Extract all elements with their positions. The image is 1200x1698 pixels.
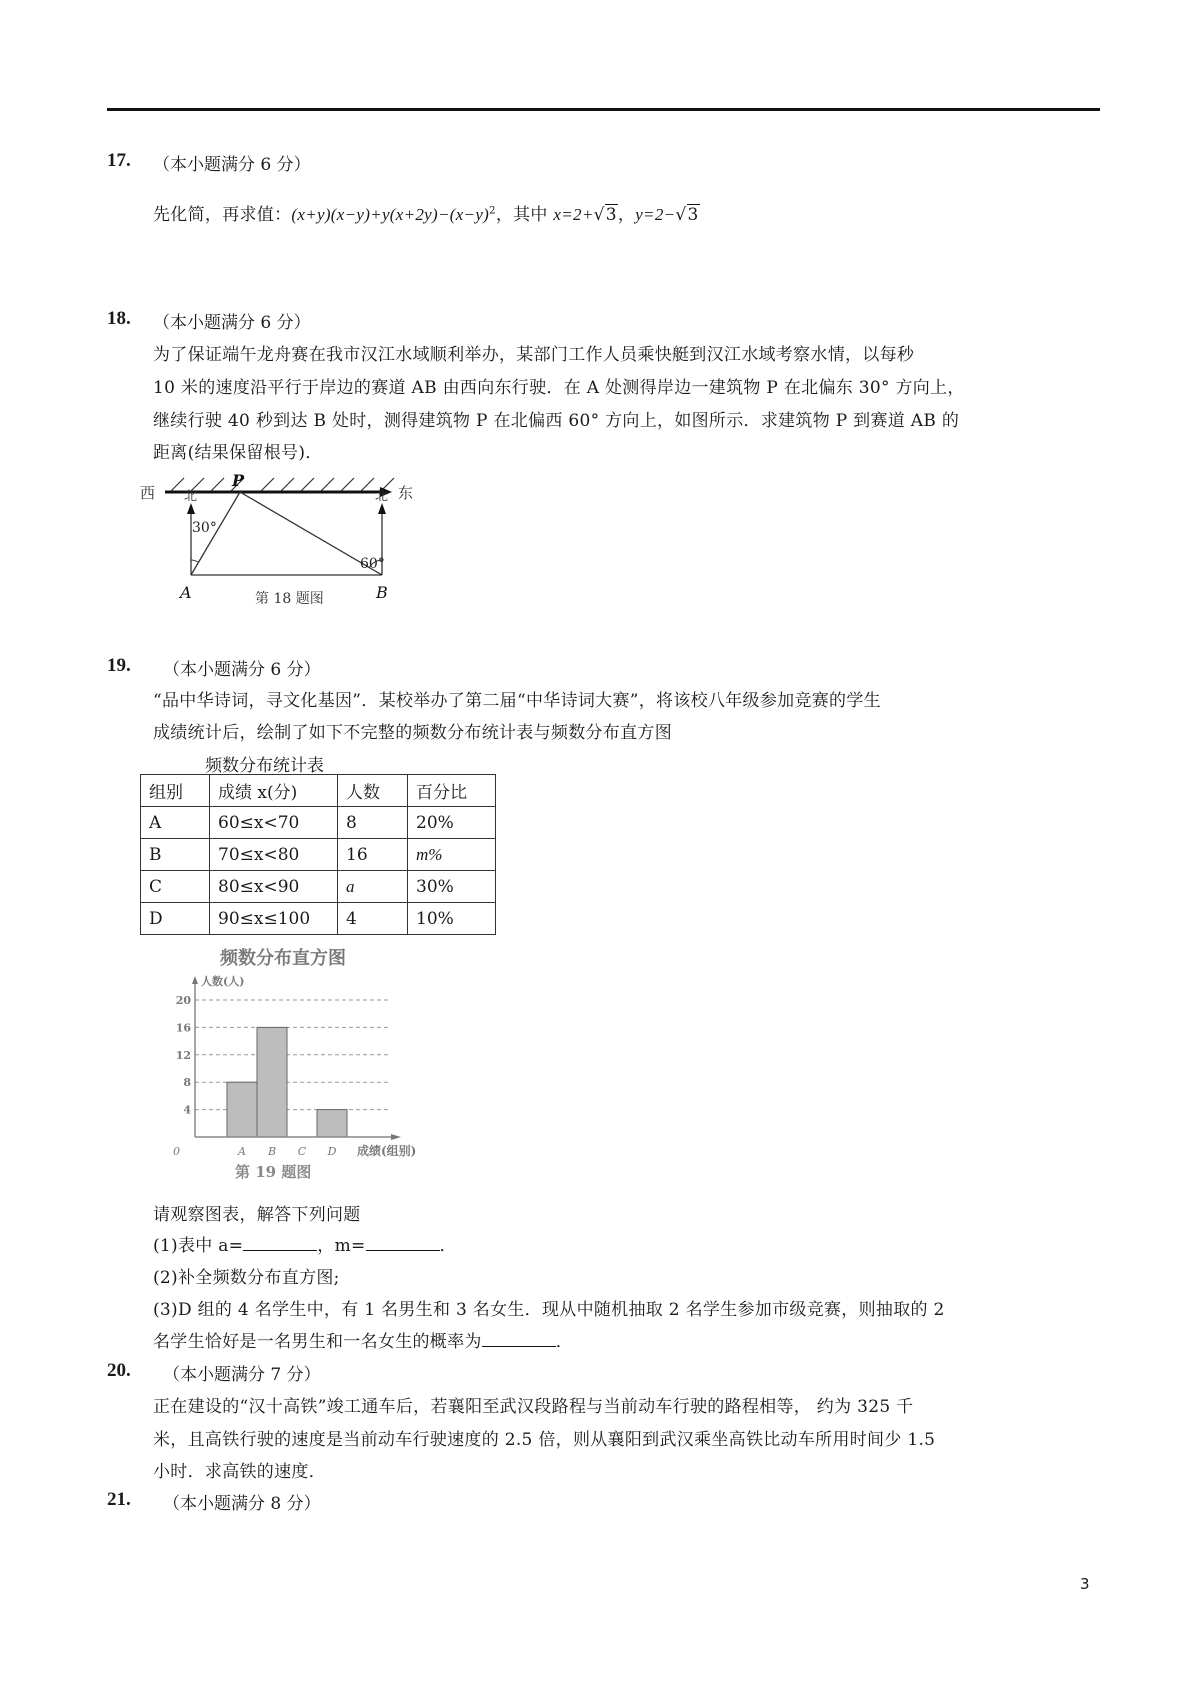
table-row [141, 871, 496, 903]
q19-sub3-text: 名学生恰好是一名男生和一名女生的概率为 [153, 1332, 482, 1352]
page-number: 3 [1080, 1575, 1090, 1593]
point-b-label: B [376, 583, 388, 602]
q17-cond: ，其中 [495, 205, 554, 225]
north-label-a: 北 [184, 489, 198, 504]
q20-number: 20. [107, 1360, 131, 1381]
table-row [141, 807, 496, 839]
point-a-label: A [180, 583, 192, 602]
table-cell: C [141, 871, 210, 903]
table-cell: 90≤x≤100 [210, 903, 338, 935]
y-tick-label: 12 [175, 1048, 191, 1062]
table-row [141, 839, 496, 871]
y-tick-label: 4 [183, 1103, 191, 1117]
table-cell: 4 [338, 903, 408, 935]
q17-score: （本小题满分 6 分） [153, 155, 311, 175]
q20-score: （本小题满分 7 分） [163, 1365, 321, 1385]
q17-y-value: y=2− [635, 205, 676, 224]
answer-blank-m[interactable] [366, 1234, 440, 1251]
angle-arc-a [191, 560, 198, 562]
answer-blank-a[interactable] [243, 1234, 317, 1251]
table-header: 成绩 x(分) [210, 775, 338, 807]
north-arrow-icon [378, 503, 386, 514]
q19-sub2: (2)补全频数分布直方图; [153, 1268, 340, 1288]
sqrt-icon: √3 [675, 205, 699, 225]
q19-number: 19. [107, 655, 131, 676]
table-cell: 8 [338, 807, 408, 839]
q18-number: 18. [107, 308, 131, 329]
q18-line: 继续行驶 40 秒到达 B 处时，测得建筑物 P 在北偏西 60° 方向上，如图所示．求建筑物 P 到赛道 AB 的 [153, 411, 960, 431]
q21-number: 21. [107, 1489, 131, 1510]
north-arrow-icon [187, 503, 195, 514]
angle-b-label: 60° [360, 556, 385, 572]
x-tick-label: A [238, 1145, 246, 1158]
answer-blank-probability[interactable] [482, 1330, 556, 1347]
q17-number: 17. [107, 150, 131, 171]
table-title: 频数分布统计表 [205, 756, 324, 776]
y-tick-label: 8 [183, 1076, 191, 1090]
table-row [141, 903, 496, 935]
y-tick-label: 16 [175, 1021, 191, 1035]
point-p-label: P [232, 471, 245, 490]
q17-exponent: 2 [489, 205, 496, 217]
q20-line: 小时．求高铁的速度． [153, 1462, 326, 1482]
q18-line: 为了保证端午龙舟赛在我市汉江水域顺利举办，某部门工作人员乘快艇到汉江水域考察水情，以每秒 [153, 345, 915, 365]
q18-line: 距离(结果保留根号)． [153, 443, 323, 463]
q19-sub1-m-label: ，m= [317, 1236, 366, 1256]
origin-label: 0 [173, 1145, 180, 1158]
q20-line: 米，且高铁行驶的速度是当前动车行驶速度的 2.5 倍，则从襄阳到武汉乘坐高铁比动车所用时间少 1.5 [153, 1430, 936, 1450]
q19-sub1 [153, 1231, 457, 1256]
shore-hatching [170, 478, 394, 492]
q18-line: 10 米的速度沿平行于岸边的赛道 AB 由西向东行驶．在 A 处测得岸边一建筑物 P 在北偏东 30° 方向上， [153, 378, 965, 398]
table-cell: m% [408, 839, 496, 871]
west-label: 西 [140, 484, 156, 502]
q17-sep: ， [617, 205, 636, 225]
table-cell: a [338, 871, 408, 903]
q21-score: （本小题满分 8 分） [163, 1494, 321, 1514]
q19-sub3-line2 [153, 1327, 573, 1352]
x-tick-label: C [297, 1145, 307, 1158]
figure-caption: 第 18 题图 [255, 591, 324, 607]
x-tick-label: D [327, 1145, 337, 1158]
table-cell: A [141, 807, 210, 839]
table-cell: B [141, 839, 210, 871]
x-axis-label: 成绩(组别) [357, 1144, 417, 1158]
q19-line: 成绩统计后，绘制了如下不完整的频数分布统计表与频数分布直方图 [153, 723, 672, 743]
table-cell: 80≤x<90 [210, 871, 338, 903]
q19-sub1-a-label: (1)表中 a= [153, 1236, 244, 1256]
east-label: 东 [398, 484, 414, 502]
bar-d [317, 1110, 347, 1137]
y-axis-label: 人数(人) [201, 975, 245, 988]
q18-figure [140, 470, 430, 615]
chart-caption: 第 19 题图 [235, 1163, 312, 1181]
x-tick-label: B [267, 1145, 277, 1158]
table-cell: 10% [408, 903, 496, 935]
table-cell: 70≤x<80 [210, 839, 338, 871]
sqrt-icon: √3 [593, 205, 617, 225]
q19-sub1-end: ． [439, 1236, 457, 1256]
q17-expression: (x+y)(x−y)+y(x+2y)−(x−y) [291, 205, 490, 224]
table-header: 人数 [338, 775, 408, 807]
q17-body [153, 200, 700, 225]
angle-a-label: 30° [192, 520, 217, 536]
y-tick-label: 20 [175, 994, 191, 1007]
north-label-b: 北 [375, 489, 389, 504]
table-header-row [141, 775, 496, 807]
table-header: 组别 [141, 775, 210, 807]
frequency-table [140, 774, 496, 935]
table-cell: 16 [338, 839, 408, 871]
y-axis-arrow-icon [192, 976, 198, 984]
x-axis-arrow-icon [391, 1134, 401, 1140]
histogram [165, 940, 445, 1185]
bar-b [257, 1027, 287, 1137]
table-cell: D [141, 903, 210, 935]
table-header: 百分比 [408, 775, 496, 807]
table-cell: 20% [408, 807, 496, 839]
q19-sub3-line1: (3)D 组的 4 名学生中，有 1 名男生和 3 名女生．现从中随机抽取 2 名学生参加市级竞赛，则抽取的 2 [153, 1300, 945, 1320]
q20-line: 正在建设的“汉十高铁”竣工通车后，若襄阳至武汉段路程与当前动车行驶的路程相等， 约为 325 千 [153, 1397, 914, 1417]
bar-a [227, 1082, 257, 1137]
q19-intro: 请观察图表，解答下列问题 [153, 1205, 361, 1225]
table-cell: 60≤x<70 [210, 807, 338, 839]
q19-score: （本小题满分 6 分） [163, 660, 321, 680]
table-cell: 30% [408, 871, 496, 903]
q17-prompt: 先化简，再求值： [153, 205, 292, 225]
header-rule [107, 108, 1100, 111]
chart-title: 频数分布直方图 [220, 948, 346, 969]
q18-score: （本小题满分 6 分） [153, 313, 311, 333]
q19-sub3-end: ． [555, 1332, 574, 1352]
q17-x-value: x=2+ [553, 205, 594, 224]
q19-line: “品中华诗词，寻文化基因”．某校举办了第二届“中华诗词大赛”，将该校八年级参加竞赛的学生 [153, 691, 881, 711]
